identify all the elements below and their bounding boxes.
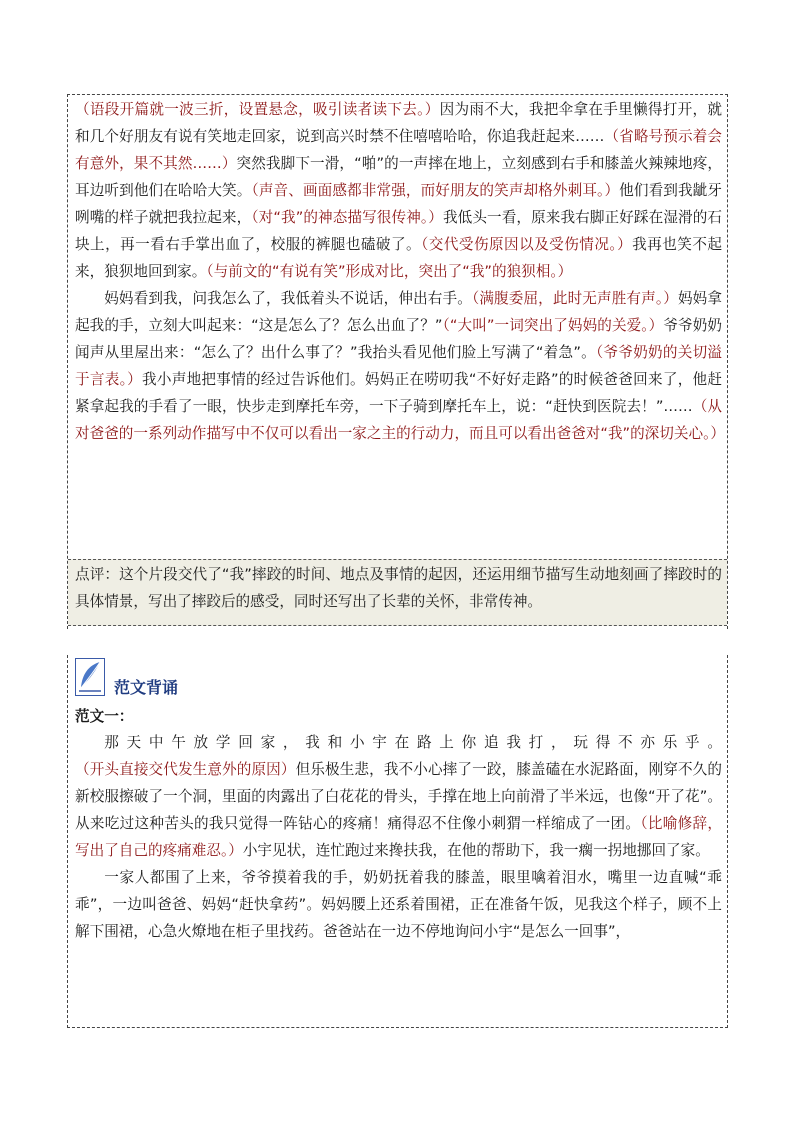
body-text: 因为雨不大，我把伞拿在手里懒得打开，就和几个好朋友有说有笑地走回家，说到高兴时禁不住嘻嘻哈哈，你追我赶起来……	[75, 101, 722, 145]
essay-paragraph-1	[68, 729, 727, 864]
quill-icon	[75, 658, 105, 696]
passage-frame	[67, 94, 728, 629]
body-text: 但乐极生悲，我不小心摔了一跤，膝盖磕在水泥路面，刚穿不久的新校服擦破了一个洞，里面的肉露出了白花花的骨头，手撑在地上向前滑了半米远，也像“开了花”。从来吃过这种苦头的我只觉得一阵钻心的疼痛！痛得忍不住像小刺猬一样缩成了一团。	[75, 761, 722, 832]
annotation-text: （从对爸爸的一系列动作描写中不仅可以看出一家之主的行动力，而且可以看出爸爸对“我”的深切关心。）	[75, 398, 725, 442]
essay-subtitle: 范文一：	[75, 708, 134, 725]
annotation-text: （对“我”的神态描写很传神。）	[251, 209, 443, 226]
passage-paragraph-2	[68, 285, 727, 447]
model-essay-frame	[67, 655, 728, 1028]
annotation-text: （语段开篇就一波三折，设置悬念，吸引读者读下去。）	[75, 101, 440, 118]
body-text: 突然我脚下一滑，“啪”的一声摔在地上，立刻感到右手和膝盖火辣辣地疼，耳边听到他们在哈哈大笑。	[75, 155, 722, 199]
body-text: 妈妈看到我，问我怎么了，我低着头不说话，伸出右手。	[104, 290, 472, 307]
section-title: 范文背诵	[114, 678, 179, 697]
annotation-text: （爷爷奶奶的关切溢于言表。）	[75, 344, 723, 388]
body-text: 一家人都围了上来，爷爷摸着我的手，奶奶抚着我的膝盖，眼里噙着泪水，嘴里一边直喊“乖乖”，一边叫爸爸、妈妈“赶快拿药”。妈妈腰上还系着围裙，正在准备午饭，见我这个样子，顾不上解下围裙，心急火燎地在柜子里找药。爸爸站在一边不停地询问小宇“是怎么一回事”，	[75, 869, 722, 940]
section-header	[68, 655, 727, 707]
body-text: 我再也笑不起来，狼狈地回到家。	[75, 236, 722, 280]
annotation-text: （“大叫”一词突出了妈妈的关爱。）	[442, 317, 664, 334]
annotation-text: （与前文的“有说有笑”形成对比，突出了“我”的狼狈相。）	[206, 263, 573, 280]
annotation-text: （开头直接交代发生意外的原因）	[75, 761, 296, 778]
body-text: 我低头一看，原来我右脚正好踩在湿滑的石块上，再一看右手掌出血了，校服的裤腿也磕破了。	[75, 209, 722, 253]
annotation-text: （交代受伤原因以及受伤情况。）	[421, 236, 633, 253]
essay-paragraph-2	[68, 864, 727, 945]
body-text: 妈妈拿起我的手，立刻大叫起来：“这是怎么了？怎么出血了？”	[75, 290, 722, 334]
comment-box	[68, 559, 727, 626]
body-text: 他们看到我龇牙咧嘴的样子就把我拉起来，	[75, 182, 722, 226]
annotation-text: （满腹委屈，此时无声胜有声。）	[471, 290, 678, 307]
body-text: 小宇见状，连忙跑过来搀扶我，在他的帮助下，我一瘸一拐地挪回了家。	[242, 842, 710, 859]
passage-paragraph-1	[68, 96, 727, 285]
body-text: 那天中午放学回家，我和小宇在路上你追我打，玩得不亦乐乎。	[104, 734, 722, 751]
annotation-text: （省略号预示着会有意外，果不其然……）	[75, 128, 722, 172]
annotation-text: （比喻修辞，写出了自己的疼痛难忍。）	[75, 815, 722, 859]
body-text: 我小声地把事情的经过告诉他们。妈妈正在唠叨我“不好好走路”的时候爸爸回来了，他赶紧拿起我的手看了一眼，快步走到摩托车旁，一下子骑到摩托车上，说：“赶快到医院去！”……	[75, 371, 723, 415]
body-text: 爷爷奶奶闻声从里屋出来：“怎么了？出什么事了？”我抬头看见他们脸上写满了“着急”。	[75, 317, 722, 361]
annotation-text: （声音、画面感都非常强，而好朋友的笑声却格外刺耳。）	[251, 182, 620, 199]
comment-text: 点评：这个片段交代了“我”摔跤的时间、地点及事情的起因，还运用细节描写生动地刻画了摔跤时的具体情景，写出了摔跤后的感受，同时还写出了长辈的关怀，非常传神。	[75, 566, 722, 610]
